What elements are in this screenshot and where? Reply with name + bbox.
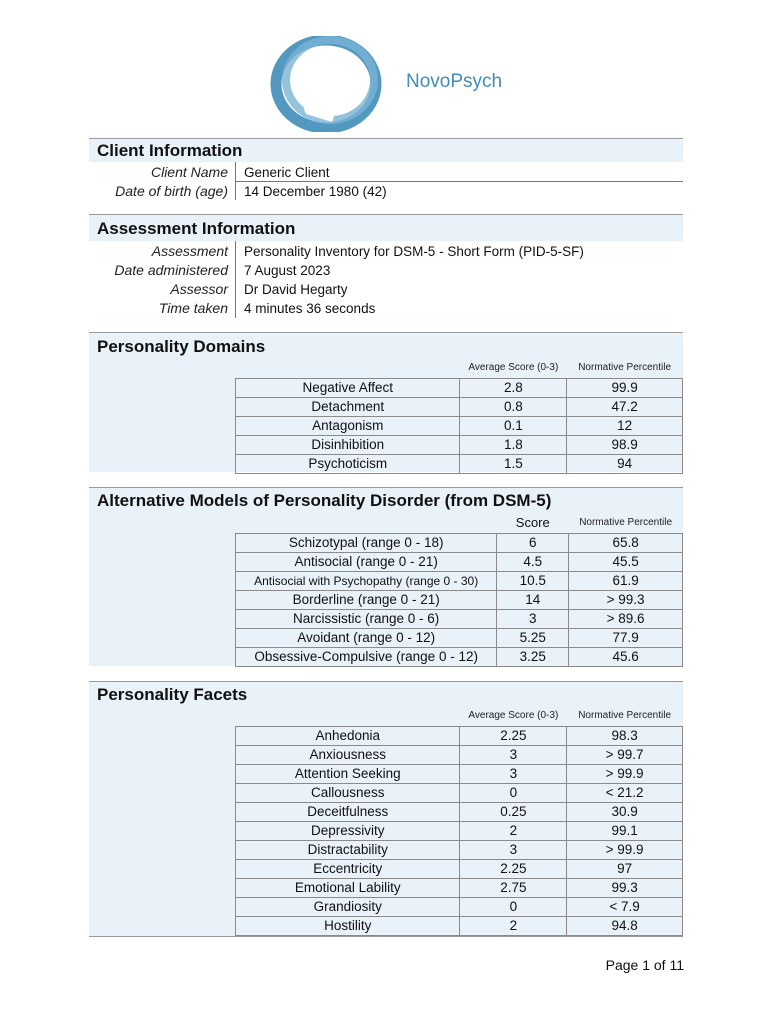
facet-score: 0: [460, 784, 567, 803]
table-row: [236, 879, 683, 898]
facet-name: Eccentricity: [236, 860, 460, 879]
amp-percentile: 77.9: [569, 629, 683, 648]
amp-name: Schizotypal (range 0 - 18): [236, 534, 497, 553]
table-row: [236, 746, 683, 765]
facet-percentile: > 99.7: [567, 746, 683, 765]
facet-percentile: < 21.2: [567, 784, 683, 803]
facet-name: Attention Seeking: [236, 765, 460, 784]
assessor-value: Dr David Hegarty: [244, 282, 348, 297]
table-row: [236, 822, 683, 841]
amp-percentile: 45.6: [569, 648, 683, 667]
facet-score: 3: [460, 765, 567, 784]
facets-table: [235, 706, 683, 936]
page-number: Page 1 of 11: [605, 957, 684, 973]
facets-title: Personality Facets: [97, 685, 248, 704]
facet-score: 2.25: [460, 860, 567, 879]
domain-percentile: 12: [567, 417, 683, 436]
facet-name: Emotional Lability: [236, 879, 460, 898]
facet-percentile: 30.9: [567, 803, 683, 822]
assessment-divider: [235, 241, 236, 318]
domain-score: 1.5: [460, 455, 567, 474]
amp-score-header: Score: [515, 515, 550, 530]
time-taken-label: Time taken: [158, 300, 228, 316]
facet-name: Distractability: [236, 841, 460, 860]
amp-percentile: 61.9: [569, 572, 683, 591]
domain-score: 2.8: [460, 379, 567, 398]
domain-name: Antagonism: [236, 417, 460, 436]
domains-table: [235, 358, 683, 474]
table-row: [236, 553, 683, 572]
domain-name: Disinhibition: [236, 436, 460, 455]
facet-score: 2: [460, 917, 567, 936]
table-row: [236, 784, 683, 803]
amp-score: 14: [497, 591, 569, 610]
brand-name: NovoPsych: [406, 71, 503, 92]
dob-value: 14 December 1980 (42): [244, 184, 387, 199]
table-row: [236, 727, 683, 746]
table-row: [236, 572, 683, 591]
domain-score: 0.1: [460, 417, 567, 436]
table-row: [236, 436, 683, 455]
client-name-label: Client Name: [150, 164, 228, 180]
facet-name: Deceitfulness: [236, 803, 460, 822]
facet-percentile: < 7.9: [567, 898, 683, 917]
table-row: [236, 765, 683, 784]
amp-score: 3.25: [497, 648, 569, 667]
amp-name: Obsessive-Compulsive (range 0 - 12): [236, 648, 497, 667]
facet-score: 0: [460, 898, 567, 917]
table-row: [236, 379, 683, 398]
assessment-value: Personality Inventory for DSM-5 - Short Form (PID-5-SF): [244, 244, 584, 259]
facet-name: Callousness: [236, 784, 460, 803]
facet-name: Hostility: [236, 917, 460, 936]
amp-name: Avoidant (range 0 - 12): [236, 629, 497, 648]
domain-name: Detachment: [236, 398, 460, 417]
amp-pct-header: Normative Percentile: [579, 517, 672, 528]
domains-title: Personality Domains: [97, 337, 266, 356]
facet-percentile: 97: [567, 860, 683, 879]
date-administered-value: 7 August 2023: [244, 263, 331, 278]
amp-percentile: 45.5: [569, 553, 683, 572]
amp-score: 4.5: [497, 553, 569, 572]
table-row: [236, 398, 683, 417]
client-row-line: [235, 181, 683, 182]
amp-table: [235, 513, 683, 667]
domain-name: Negative Affect: [236, 379, 460, 398]
facets-score-header: Average Score (0-3): [468, 710, 559, 721]
table-row: [236, 455, 683, 474]
dob-label: Date of birth (age): [115, 183, 228, 199]
facet-percentile: 99.3: [567, 879, 683, 898]
facet-percentile: > 99.9: [567, 765, 683, 784]
facet-name: Anxiousness: [236, 746, 460, 765]
table-row: [236, 417, 683, 436]
amp-percentile: > 99.3: [569, 591, 683, 610]
assessor-label: Assessor: [170, 281, 228, 297]
assessment-info-title: Assessment Information: [97, 219, 296, 238]
domain-percentile: 99.9: [567, 379, 683, 398]
facets-pct-header: Normative Percentile: [578, 710, 672, 721]
facet-name: Grandiosity: [236, 898, 460, 917]
table-row: [236, 610, 683, 629]
amp-score: 10.5: [497, 572, 569, 591]
table-row: [236, 629, 683, 648]
table-row: [236, 534, 683, 553]
novopsych-logo: [270, 36, 382, 132]
client-name-value: Generic Client: [244, 165, 330, 180]
facet-percentile: 98.3: [567, 727, 683, 746]
facet-score: 2: [460, 822, 567, 841]
table-row: [236, 860, 683, 879]
table-row: [236, 841, 683, 860]
facet-score: 0.25: [460, 803, 567, 822]
facet-percentile: 94.8: [567, 917, 683, 936]
facet-name: Anhedonia: [236, 727, 460, 746]
amp-name: Narcissistic (range 0 - 6): [236, 610, 497, 629]
facet-score: 2.25: [460, 727, 567, 746]
domain-percentile: 94: [567, 455, 683, 474]
amp-name: Antisocial (range 0 - 21): [236, 553, 497, 572]
assessment-label: Assessment: [151, 243, 228, 259]
facet-percentile: 99.1: [567, 822, 683, 841]
facet-score: 3: [460, 746, 567, 765]
table-row: [236, 898, 683, 917]
time-taken-value: 4 minutes 36 seconds: [244, 301, 376, 316]
facet-score: 3: [460, 841, 567, 860]
amp-percentile: 65.8: [569, 534, 683, 553]
amp-name: Antisocial with Psychopathy (range 0 - 30): [236, 572, 497, 591]
table-row: [236, 648, 683, 667]
table-row: [236, 803, 683, 822]
domain-percentile: 47.2: [567, 398, 683, 417]
domain-percentile: 98.9: [567, 436, 683, 455]
facet-name: Depressivity: [236, 822, 460, 841]
domains-pct-header: Normative Percentile: [578, 362, 672, 373]
amp-score: 3: [497, 610, 569, 629]
facet-score: 2.75: [460, 879, 567, 898]
domain-score: 1.8: [460, 436, 567, 455]
amp-score: 6: [497, 534, 569, 553]
amp-percentile: > 89.6: [569, 610, 683, 629]
amp-name: Borderline (range 0 - 21): [236, 591, 497, 610]
amp-title: Alternative Models of Personality Disorder (from DSM-5): [97, 491, 552, 510]
amp-score: 5.25: [497, 629, 569, 648]
date-administered-label: Date administered: [114, 262, 228, 278]
domain-name: Psychoticism: [236, 455, 460, 474]
table-row: [236, 917, 683, 936]
domain-score: 0.8: [460, 398, 567, 417]
domains-score-header: Average Score (0-3): [468, 362, 559, 373]
table-row: [236, 591, 683, 610]
footer-divider: [89, 936, 683, 937]
facet-percentile: > 99.9: [567, 841, 683, 860]
client-info-title: Client Information: [97, 141, 243, 160]
